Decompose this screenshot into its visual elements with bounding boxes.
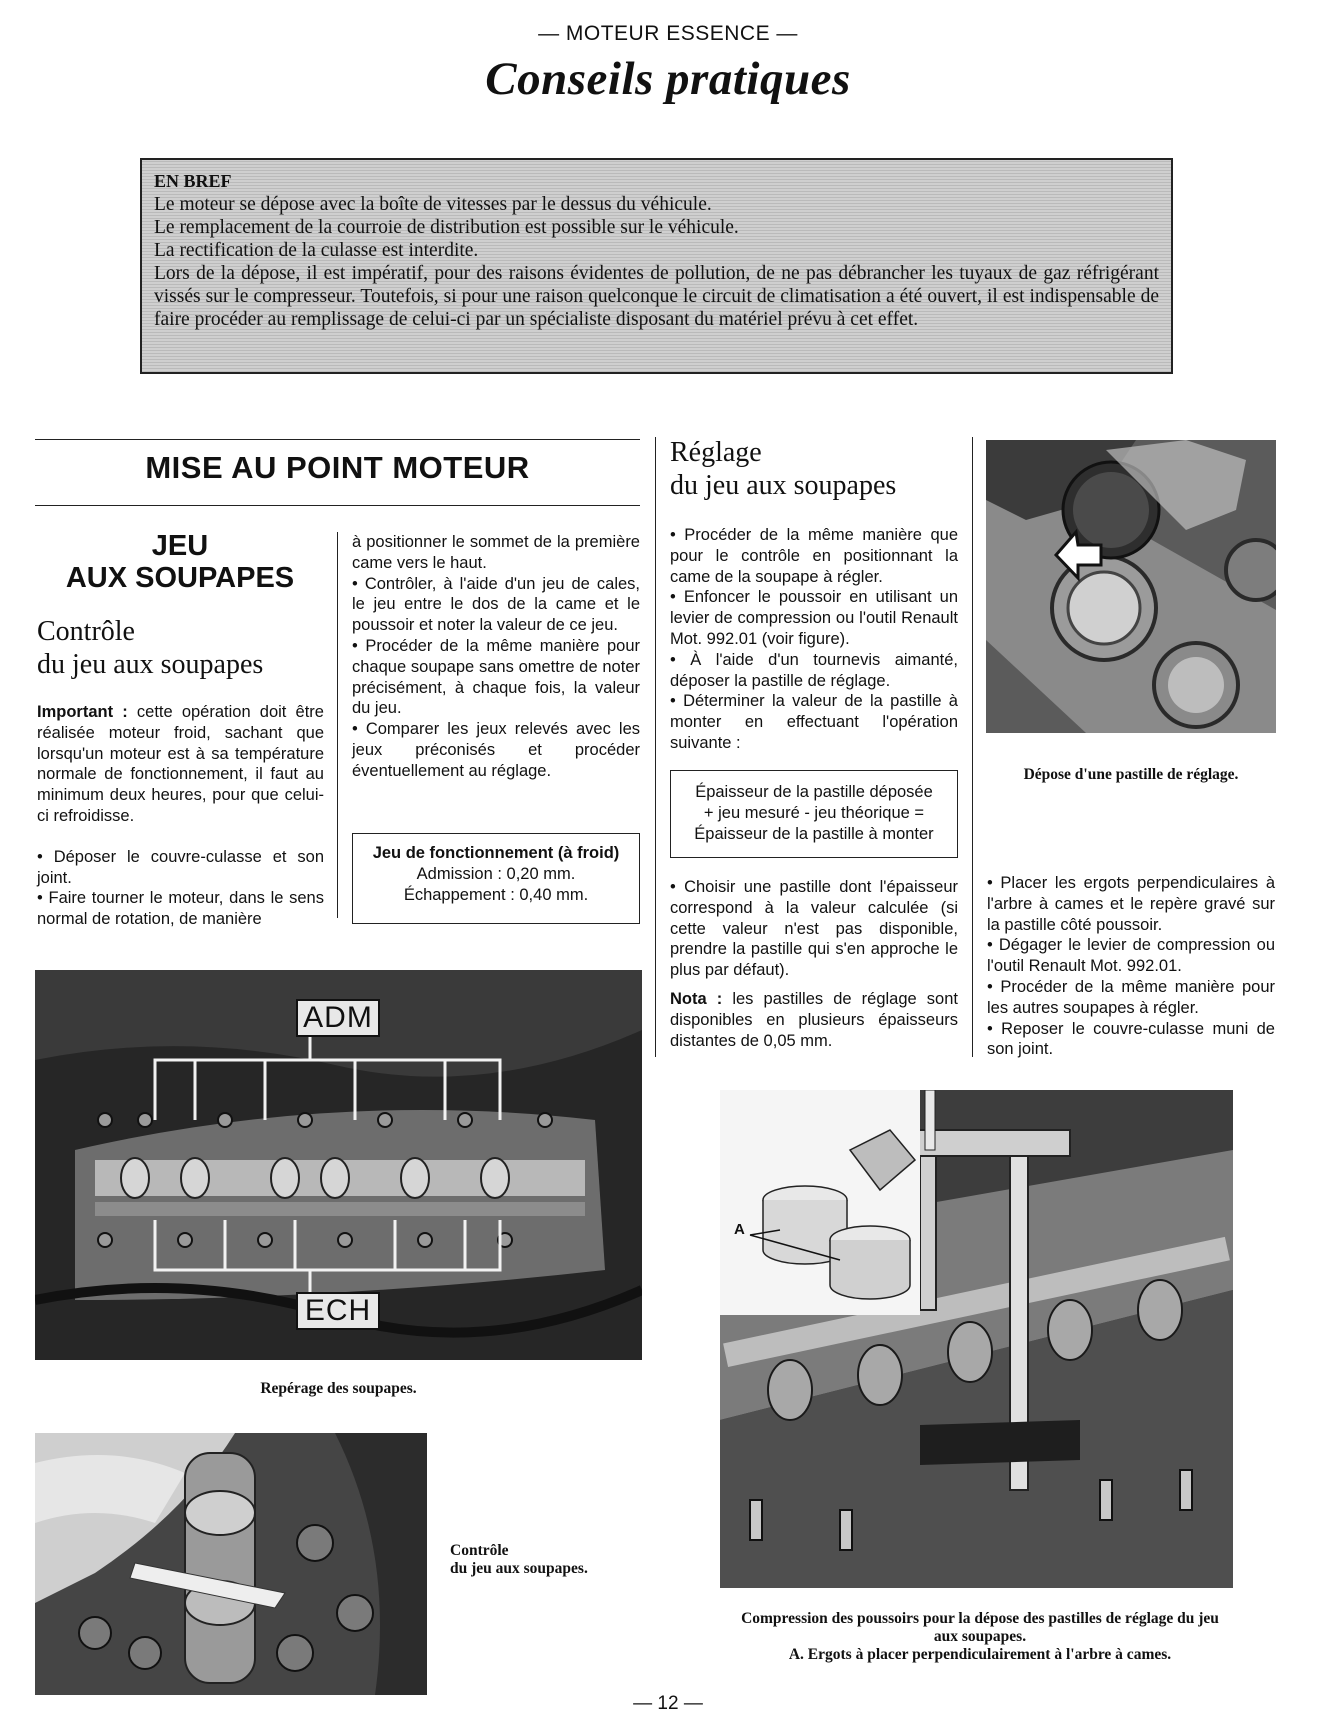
column-divider [655,437,656,1057]
step-text: à positionner le sommet de la première came vers le haut. [352,533,640,572]
summary-line: Le moteur se dépose avec la boîte de vitesses par le dessus du véhicule. [154,194,712,215]
step-text: • Choisir une pastille dont l'épaisseur correspond à la valeur calculée (si cette valeur n'est pas disponible, prendre la pastille qui s'en approche le plus par défaut). [670,878,958,980]
exhaust-label: ECH [304,1294,372,1327]
summary-box [140,158,1173,374]
page-title: Conseils pratiques [485,53,851,105]
step-text: • Déterminer la valeur de la pastille à monter en effectuant l'opération suivante : [670,692,958,752]
section-top-rule [35,439,640,440]
step-text: • Déposer le couvre-culasse et son joint. [37,847,324,887]
step-text: • Procéder de la même manière pour chaque soupape sans omettre de noter précisément, à chaque fois, la valeur du jeu. [352,636,640,718]
shim-removal-photo [986,440,1276,733]
valve-tool-photo [720,1090,1233,1588]
column-1-text [37,702,324,930]
nota: Nota : les pastilles de réglage sont disponibles en plusieurs épaisseurs distantes de 0,05 mm. [670,989,958,1050]
summary-line: Le remplacement de la courroie de distribution est possible sur le véhicule. [154,217,739,238]
column-divider [972,437,973,1057]
step-text: • Reposer le couvre-culasse muni de son joint. [987,1019,1275,1059]
column-2-text [352,532,640,782]
section-bottom-rule [35,505,640,506]
intake-label: ADM [303,1001,373,1034]
adjust-heading: Réglage du jeu aux soupapes [670,437,897,501]
subsection-title: JEU AUX SOUPAPES [65,530,295,594]
control-heading: Contrôle du jeu aux soupapes [37,616,264,680]
inset-label-a: A [734,1221,745,1238]
engine-valve-photo [35,970,642,1360]
spec-box [352,833,640,924]
shim-caption: Dépose d'une pastille de réglage. [1023,766,1239,783]
column-divider [337,532,338,918]
step-text: • À l'aide d'un tournevis aimanté, déposer la pastille de réglage. [670,650,958,690]
step-text: • Enfoncer le poussoir en utilisant un levier de compression ou l'outil Renault Mot. 992.01 (voir figure). [670,588,958,648]
step-text: • Contrôler, à l'aide d'un jeu de cales, le jeu entre le dos de la came et le poussoir et noter la valeur de ce jeu. [352,574,640,635]
step-text: • Procéder de la même manière que pour le contrôle en positionnant la came de la soupape à régler. [670,526,958,586]
step-text: • Dégager le levier de compression ou l'outil Renault Mot. 992.01. [987,936,1275,976]
column-4-text [987,873,1275,1060]
column-3-text [670,525,958,754]
step-text: • Placer les ergots perpendiculaires à l'arbre à cames et le repère gravé sur la pastille côté poussoir. [987,874,1275,934]
step-text: • Comparer les jeux relevés avec les jeux préconisés et procéder éventuellement au réglage. [352,720,640,780]
formula-box: Épaisseur de la pastille déposée + jeu mesuré - jeu théorique = Épaisseur de la pastille à monter [670,770,958,858]
summary-line: La rectification de la culasse est interdite. [154,240,479,261]
page-number: — 12 — [633,1693,703,1714]
spec-exhaust: Échappement : 0,40 mm. [403,886,589,904]
step-text: • Procéder de la même manière pour les autres soupapes à régler. [987,977,1275,1017]
tool-caption: Compression des poussoirs pour la dépose des pastilles de réglage du jeu aux soupapes. A. Ergots à placer perpendiculairement à l'arbre à cames. [741,1610,1219,1663]
important-note: Important : cette opération doit être réalisée moteur froid, sachant que lorsqu'un moteur est à sa température normale de fonctionnement, il faut au minimum deux heures, pour que celui-ci refroidisse. [37,703,324,825]
section-title: MISE AU POINT MOTEUR [145,450,530,485]
spec-admission: Admission : 0,20 mm. [416,865,576,883]
step-text: • Faire tourner le moteur, dans le sens normal de rotation, de manière [37,889,324,929]
summary-line: Lors de la dépose, il est impératif, pour des raisons évidentes de pollution, de ne pas débrancher les tuyaux de gaz réfrigérant vissés sur le compresseur. Toutefois, si pour une raison quelconque le circuit de climatisation a été ouvert, il est indispensable de faire procéder au remplissage de celui-ci par un spécialiste disposant du matériel prévu à cet effet. [154,263,1159,330]
section-label: — MOTEUR ESSENCE — [538,22,798,45]
feeler-caption: Contrôle du jeu aux soupapes. [450,1542,588,1577]
column-3-text-continued [670,877,958,1051]
summary-heading: EN BREF [154,171,232,191]
page-header [0,22,1336,106]
feeler-gauge-photo [35,1433,427,1695]
spec-title: Jeu de fonctionnement (à froid) [372,844,620,862]
engine-caption: Repérage des soupapes. [260,1380,417,1397]
